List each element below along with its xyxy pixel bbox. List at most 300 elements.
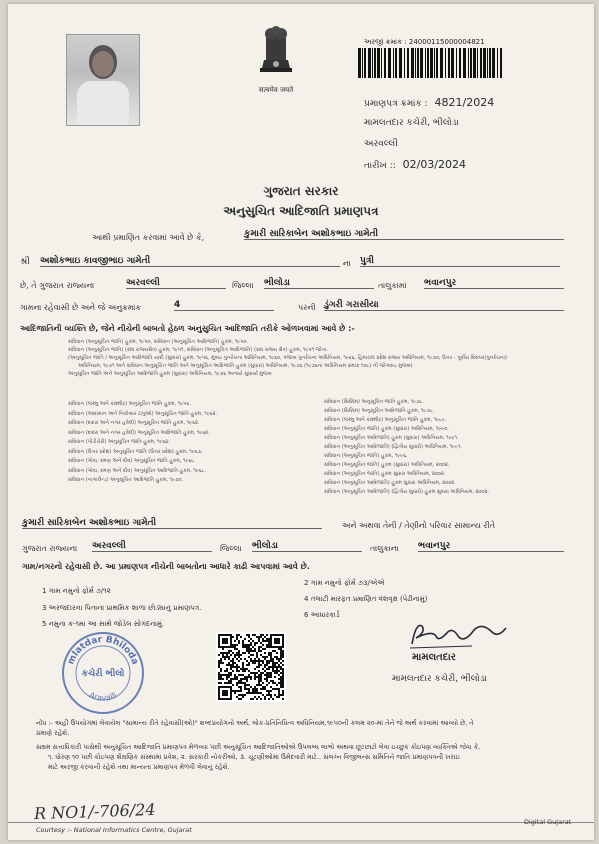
qr-module (282, 672, 284, 674)
qr-module (260, 676, 262, 678)
father-name: અશોકભાઇ કાવજીભાઇ ગામેતી (40, 256, 340, 267)
qr-module (244, 678, 246, 680)
qr-module (260, 642, 262, 644)
qr-module (248, 656, 250, 658)
qr-module (270, 690, 272, 692)
qr-module (270, 660, 272, 662)
qr-module (276, 646, 278, 648)
qr-module (274, 642, 276, 644)
barcode-bar (364, 48, 366, 78)
qr-module (230, 634, 232, 636)
qr-module (224, 674, 226, 676)
government-title: ગુજરાત સરકાર (263, 184, 339, 198)
qr-module (226, 652, 228, 654)
note-line: ૧. ધોરણ ૧૦ પછી કોઇપણ શૈક્ષણિક સંસ્થામાં પ્રવેશ, ૨. સરકારી નોકરીઓ, ૩. ચૂંટણીઓમાં ઉમેદવારી માટે.. સંલગ્ન વિજીલન્સ સમિતિને જાતિ પ્રમાણપત્રની ખરાઇ (48, 753, 460, 761)
legal-right-line: સંવિધાન (અનુસૂચિત જાતિ) હુકમ, ૧૯૯૬. (324, 453, 408, 459)
qr-module (262, 662, 264, 664)
qr-module (220, 634, 222, 636)
qr-module (272, 682, 274, 684)
qr-module (270, 694, 272, 696)
footer-brand: Digital Gujarat (524, 818, 572, 826)
qr-module (220, 674, 222, 676)
qr-module (242, 682, 244, 684)
qr-module (276, 652, 278, 654)
signatory-office: મામલતદાર કચેરી, ભીલોડા (392, 674, 487, 684)
qr-module (222, 686, 224, 688)
qr-module (232, 660, 234, 662)
qr-module (254, 686, 256, 688)
qr-module (220, 646, 222, 648)
qr-module (248, 636, 250, 638)
qr-module (246, 664, 248, 666)
barcode-bar (368, 48, 371, 78)
qr-module (230, 674, 232, 676)
qr-module (250, 642, 252, 644)
qr-module (248, 688, 250, 690)
qr-module (254, 674, 256, 676)
qr-module (226, 686, 228, 688)
qr-module (236, 690, 238, 692)
qr-module (266, 660, 268, 662)
qr-module (224, 682, 226, 684)
legal-right-line: સંવિધાન (અનુસૂચિત આદિજાતિ) (દ્વિતીય સુધારો) અધિનિયમ, ૧૯૯૧. (324, 444, 463, 450)
qr-module (230, 696, 232, 698)
qr-module (280, 682, 282, 684)
qr-module (262, 634, 264, 636)
village-text: ગામ/નગરનો રહેવાસી છે. આ પ્રમાણપત્ર નીચેની બાબતોના આધારે કાઢી આપવામાં આવે છે. (22, 562, 310, 571)
qr-module (232, 690, 234, 692)
qr-module (248, 674, 250, 676)
qr-module (230, 682, 232, 684)
qr-module (252, 688, 254, 690)
qr-module (226, 692, 228, 694)
qr-module (244, 682, 246, 684)
legal-right-line: સંવિધાન (અનુસૂચિત જાતિ) હુકમ (સુધારા) અધિનિયમ, ૧૯૯૦. (324, 426, 449, 432)
barcode-bar (407, 48, 409, 78)
barcode-bar (384, 48, 386, 78)
qr-module (238, 640, 240, 642)
qr-module (254, 678, 256, 680)
qr-module (262, 648, 264, 650)
caste-value: ડુંગરી ગરાસીયા (324, 300, 564, 311)
qr-module (232, 658, 234, 660)
seal-top-text: mlatdar Bhiloda (66, 634, 140, 667)
qr-module (236, 636, 238, 638)
barcode-bar (500, 48, 502, 78)
qr-module (280, 672, 282, 674)
qr-code (216, 632, 286, 702)
qr-module (282, 636, 284, 638)
qr-module (280, 666, 282, 668)
qr-module (234, 678, 236, 680)
qr-module (270, 696, 272, 698)
qr-module (234, 640, 236, 642)
qr-module (226, 682, 228, 684)
qr-module (258, 650, 260, 652)
qr-module (238, 670, 240, 672)
qr-module (228, 674, 230, 676)
qr-module (266, 664, 268, 666)
barcode-bar (427, 48, 429, 78)
qr-module (278, 688, 280, 690)
qr-module (238, 660, 240, 662)
qr-module (230, 644, 232, 646)
qr-module (272, 650, 274, 652)
qr-module (282, 676, 284, 678)
legal-top-line: (અનુસૂચિત જાતિ / અનુસૂચિત આદિજાતિ યાદી (સુધારા) હુકમ, ૧૯૫૬, મુંબઇ પુનર્રચના અધિનિયમ, ૧૯૬૦, પંજાબ પુનર્રચના અધિનિયમ, ૧૯૬૬, હિમાચલ પ્રદેશ રાજ્ય અધિનિયમ, ૧૯૭૦, ઉત્તર - પૂર્વીય વિસ્તાર(પુનર્રચના) (68, 355, 507, 361)
barcode-bar (468, 48, 469, 78)
qr-module (248, 648, 250, 650)
qr-module (244, 646, 246, 648)
seal-bottom-text: Aravalli (87, 690, 119, 703)
note-line: માટે અરજી કરવાની રહેશે તથા માન્યતા પ્રમાણપત્ર મેળવી લેવાનું રહેશે. (48, 763, 230, 771)
qr-module (268, 644, 270, 646)
qr-module (230, 686, 232, 688)
qr-module (244, 638, 246, 640)
qr-module (242, 666, 244, 668)
district-value: અરવલ્લી (126, 278, 226, 289)
qr-module (280, 652, 282, 654)
qr-module (254, 696, 256, 698)
qr-module (230, 654, 232, 656)
qr-module (258, 684, 260, 686)
qr-module (242, 674, 244, 676)
qr-module (226, 698, 228, 700)
qr-module (246, 644, 248, 646)
qr-module (236, 658, 238, 660)
qr-module (268, 638, 270, 640)
qr-module (220, 670, 222, 672)
residence-person-name: કુમારી સારિકાબેન અશોકભાઇ ગામેતી (22, 518, 322, 529)
qr-module (282, 664, 284, 666)
qr-module (278, 646, 280, 648)
qr-module (228, 676, 230, 678)
qr-module (240, 682, 242, 684)
qr-module (232, 678, 234, 680)
qr-module (266, 640, 268, 642)
qr-module (258, 660, 260, 662)
legal-left-line: સંવિધાન (નાગાલેન્ડ) અનુસૂચિત આદિજાતિ હુકમ, ૧૯૭૦. (68, 477, 184, 483)
qr-module (272, 666, 274, 668)
qr-module (244, 686, 246, 688)
person-name: કુમારી સારિકાબેન અશોકભાઇ ગામેતી (244, 229, 564, 240)
qr-module (256, 654, 258, 656)
qr-module (228, 650, 230, 652)
qr-module (270, 666, 272, 668)
footer-courtesy: Courtesy :- National Informatics Centre, Gujarat (36, 826, 192, 834)
qr-module (264, 688, 266, 690)
qr-module (274, 640, 276, 642)
qr-module (270, 636, 272, 638)
qr-module (238, 686, 240, 688)
qr-module (264, 686, 266, 688)
basis-item: 6 આધારકાર્ડ (304, 611, 340, 619)
qr-module (282, 642, 284, 644)
qr-module (280, 658, 282, 660)
qr-module (230, 640, 232, 642)
qr-module (236, 684, 238, 686)
legal-left-line: સંવિધાન (આંદામાન અને નિકોબાર ટાપુઓ) અનુસૂચિત જાતિ હુકમ, ૧૯૬૨. (68, 410, 217, 417)
cert-number: 4821/2024 (434, 96, 495, 109)
qr-module (262, 640, 264, 642)
qr-module (260, 654, 262, 656)
qr-module (238, 666, 240, 668)
qr-module (240, 674, 242, 676)
qr-module (222, 690, 224, 692)
qr-module (258, 646, 260, 648)
note-line: પ્રમાણે રહેશે. (36, 729, 70, 737)
qr-module (242, 662, 244, 664)
qr-module (260, 688, 262, 690)
qr-module (234, 644, 236, 646)
qr-module (240, 636, 242, 638)
qr-module (282, 640, 284, 642)
qr-module (218, 646, 220, 648)
certify-text: આથી પ્રમાણિત કરવામાં આવે છે કે, (92, 233, 205, 242)
qr-module (262, 638, 264, 640)
qr-module (264, 670, 266, 672)
qr-module (234, 648, 236, 650)
qr-module (236, 634, 238, 636)
qr-module (244, 676, 246, 678)
qr-module (258, 638, 260, 640)
qr-module (240, 686, 242, 688)
issue-date: 02/03/2024 (402, 158, 467, 171)
qr-module (250, 638, 252, 640)
qr-module (228, 658, 230, 660)
qr-module (254, 648, 256, 650)
qr-module (280, 662, 282, 664)
qr-module (222, 646, 224, 648)
qr-module (270, 652, 272, 654)
qr-module (254, 668, 256, 670)
qr-module (266, 672, 268, 674)
qr-module (236, 648, 238, 650)
qr-module (248, 684, 250, 686)
qr-module (230, 664, 232, 666)
qr-module (236, 664, 238, 666)
qr-module (250, 654, 252, 656)
qr-module (278, 666, 280, 668)
qr-module (260, 674, 262, 676)
qr-module (246, 692, 248, 694)
qr-module (280, 634, 282, 636)
qr-module (282, 692, 284, 694)
qr-module (232, 636, 234, 638)
qr-module (248, 690, 250, 692)
qr-module (238, 674, 240, 676)
qr-module (258, 648, 260, 650)
barcode-bar (417, 48, 419, 78)
qr-module (232, 664, 234, 666)
qr-module (258, 666, 260, 668)
qr-module (252, 692, 254, 694)
qr-module (278, 658, 280, 660)
qr-module (282, 674, 284, 676)
qr-module (282, 698, 284, 700)
qr-module (266, 646, 268, 648)
qr-module (282, 654, 284, 656)
qr-module (226, 654, 228, 656)
schedule-prefix: ગામના રહેવાસી છે અને જે અનુક્રમાંક (20, 303, 142, 312)
qr-module (220, 652, 222, 654)
qr-module (242, 668, 244, 670)
barcode-bar (480, 48, 482, 78)
barcode-bar (420, 48, 423, 78)
qr-module (230, 680, 232, 682)
qr-module (254, 672, 256, 674)
qr-module (236, 670, 238, 672)
qr-module (224, 640, 226, 642)
qr-module (258, 674, 260, 676)
qr-module (234, 692, 236, 694)
qr-module (230, 666, 232, 668)
qr-module (226, 642, 228, 644)
legal-top-line: અનુસૂચિત જાતિ અને અનુસૂચિત આદિજાતિ હુકમ (સુધારા) અધિનિયમ, ૧૯૭૬ અન્વયે સુધાર્યા મુજબ (68, 371, 272, 377)
qr-module (256, 672, 258, 674)
qr-module (274, 682, 276, 684)
district-label: જિલ્લા (232, 281, 254, 290)
qr-module (248, 662, 250, 664)
qr-module (222, 654, 224, 656)
qr-module (252, 662, 254, 664)
recognized-text: આદિજાતિની વ્યક્તિ છે, જેને નીચેની બાબતો હેઠળ અનુસુચિત આદિજાતિ તરીકે ઓળખવામાં આવે છે :- (20, 324, 355, 333)
qr-module (222, 692, 224, 694)
qr-module (276, 696, 278, 698)
qr-module (252, 660, 254, 662)
qr-module (248, 670, 250, 672)
qr-module (268, 698, 270, 700)
qr-module (244, 688, 246, 690)
qr-module (264, 664, 266, 666)
qr-module (228, 682, 230, 684)
qr-module (260, 636, 262, 638)
qr-module (250, 692, 252, 694)
qr-module (264, 658, 266, 660)
qr-module (226, 678, 228, 680)
qr-module (250, 678, 252, 680)
qr-module (224, 694, 226, 696)
qr-module (246, 660, 248, 662)
qr-module (280, 676, 282, 678)
qr-module (278, 648, 280, 650)
taluka-value: ભવાનપુર (424, 278, 564, 289)
qr-module (222, 640, 224, 642)
qr-module (256, 652, 258, 654)
qr-module (276, 638, 278, 640)
qr-module (260, 634, 262, 636)
qr-module (220, 660, 222, 662)
residence-taluka: ભવાનપુર (418, 541, 564, 552)
qr-module (268, 652, 270, 654)
barcode-bar (434, 48, 435, 78)
qr-module (256, 642, 258, 644)
qr-module (218, 662, 220, 664)
qr-module (268, 690, 270, 692)
qr-module (226, 694, 228, 696)
qr-module (262, 688, 264, 690)
qr-module (240, 698, 242, 700)
qr-module (248, 650, 250, 652)
legal-right-line: સંવિધાન (જમ્મુ અને કાશ્મીર) અનુસૂચિત જાતિ હુકમ, ૧૯૮૯. (324, 417, 447, 423)
qr-module (228, 680, 230, 682)
qr-module (250, 650, 252, 652)
qr-module (218, 676, 220, 678)
qr-module (228, 672, 230, 674)
qr-module (266, 676, 268, 678)
qr-module (226, 676, 228, 678)
qr-module (260, 692, 262, 694)
qr-module (236, 654, 238, 656)
qr-module (238, 650, 240, 652)
qr-module (230, 698, 232, 700)
qr-module (230, 646, 232, 648)
qr-module (256, 688, 258, 690)
qr-module (282, 694, 284, 696)
qr-module (258, 676, 260, 678)
qr-module (262, 668, 264, 670)
residence-state-prefix: ગુજરાત રાજ્યના (22, 544, 78, 553)
qr-module (240, 668, 242, 670)
qr-module (244, 644, 246, 646)
qr-module (256, 636, 258, 638)
qr-module (244, 668, 246, 670)
qr-module (258, 678, 260, 680)
qr-module (218, 672, 220, 674)
qr-module (220, 676, 222, 678)
qr-module (264, 674, 266, 676)
qr-module (246, 688, 248, 690)
qr-module (228, 656, 230, 658)
qr-module (282, 682, 284, 684)
qr-module (278, 678, 280, 680)
barcode-bar (381, 48, 382, 78)
qr-module (218, 638, 220, 640)
qr-module (282, 652, 284, 654)
qr-module (264, 698, 266, 700)
qr-module (268, 646, 270, 648)
qr-module (278, 682, 280, 684)
qr-module (258, 696, 260, 698)
qr-module (280, 656, 282, 658)
legal-left-line: સંવિધાન (ગોવા, દમણ અને દીવ) અનુસૂચિત જાતિ હુકમ, ૧૯૬૮. (68, 458, 196, 464)
qr-module (220, 658, 222, 660)
qr-module (244, 694, 246, 696)
qr-module (278, 674, 280, 676)
qr-module (270, 654, 272, 656)
residence-district: અરવલ્લી (92, 541, 212, 552)
qr-module (268, 692, 270, 694)
legal-column-left (68, 400, 318, 486)
qr-module (238, 654, 240, 656)
qr-module (218, 686, 220, 688)
qr-module (218, 678, 220, 680)
date-label: તારીખ :: (364, 161, 396, 171)
qr-module (274, 676, 276, 678)
qr-module (282, 638, 284, 640)
qr-module (258, 640, 260, 642)
qr-module (280, 686, 282, 688)
qr-module (276, 670, 278, 672)
legal-left-line: સંવિધાન (જમ્મુ અને કાશ્મીર) અનુસૂચિત જાતિ હુકમ, ૧૯૫૬. (68, 401, 191, 407)
qr-module (246, 668, 248, 670)
qr-module (256, 684, 258, 686)
jilla-value: ભીલોડા (264, 278, 374, 289)
qr-module (270, 640, 272, 642)
qr-module (226, 670, 228, 672)
qr-module (282, 684, 284, 686)
barcode-bar (470, 48, 472, 78)
